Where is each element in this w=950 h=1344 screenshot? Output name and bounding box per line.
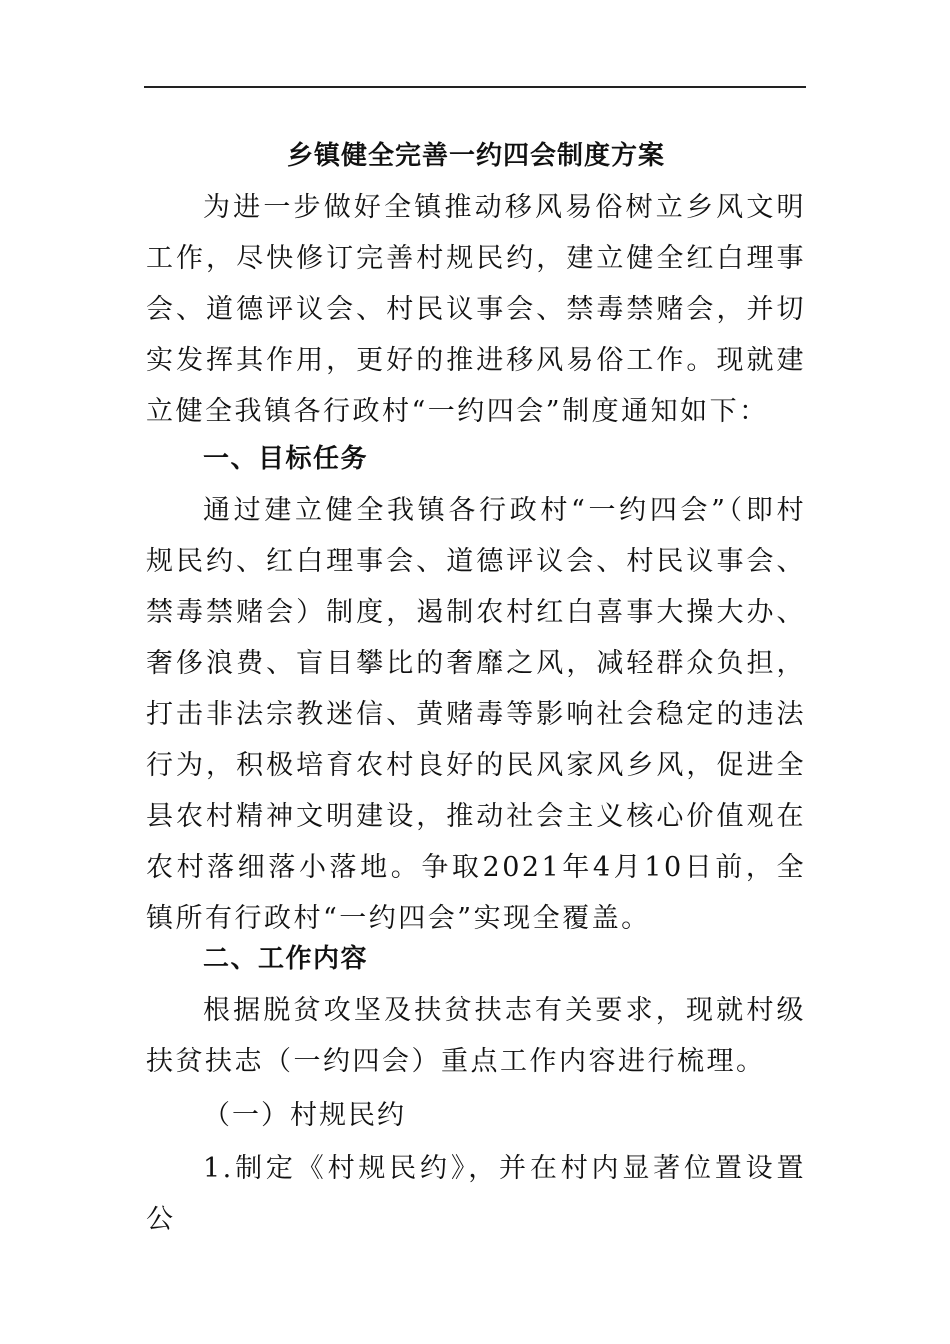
section-heading-goals: 一、目标任务 [203, 444, 369, 474]
content-paragraph: 根据脱贫攻坚及扶贫扶志有关要求，现就村级扶贫扶志（一约四会）重点工作内容进行梳理。 [146, 995, 806, 1077]
header-rule [144, 86, 806, 88]
goals-paragraph: 通过建立健全我镇各行政村“一约四会”（即村规民约、红白理事会、道德评议会、村民议事会、禁毒禁赌会）制度，遏制农村红白喜事大操大办、奢侈浪费、盲目攀比的奢靡之风，减轻群众负担，打击非法宗教迷信、黄赌毒等影响社会稳定的违法行为，积极培育农村良好的民风家风乡风，促进全县农村精神文明建设，推动社会主义核心价值观在农村落细落小落地。争取2021年4月10日前，全镇所有行政村“一约四会”实现全覆盖。 [146, 495, 806, 934]
intro-paragraph: 为进一步做好全镇推动移风易俗树立乡风文明工作，尽快修订完善村规民约，建立健全红白理事会、道德评议会、村民议事会、禁毒禁赌会，并切实发挥其作用，更好的推进移风易俗工作。现就建立健全我镇各行政村“一约四会”制度通知如下： [146, 192, 806, 427]
document-title: 乡镇健全完善一约四会制度方案 [286, 141, 665, 171]
section-heading-content: 二、工作内容 [203, 944, 369, 974]
village-rules-item-1: 1.制定《村规民约》，并在村内显著位置设置公 [146, 1153, 806, 1235]
subsection-heading-village-rules: （一）村规民约 [203, 1100, 406, 1131]
